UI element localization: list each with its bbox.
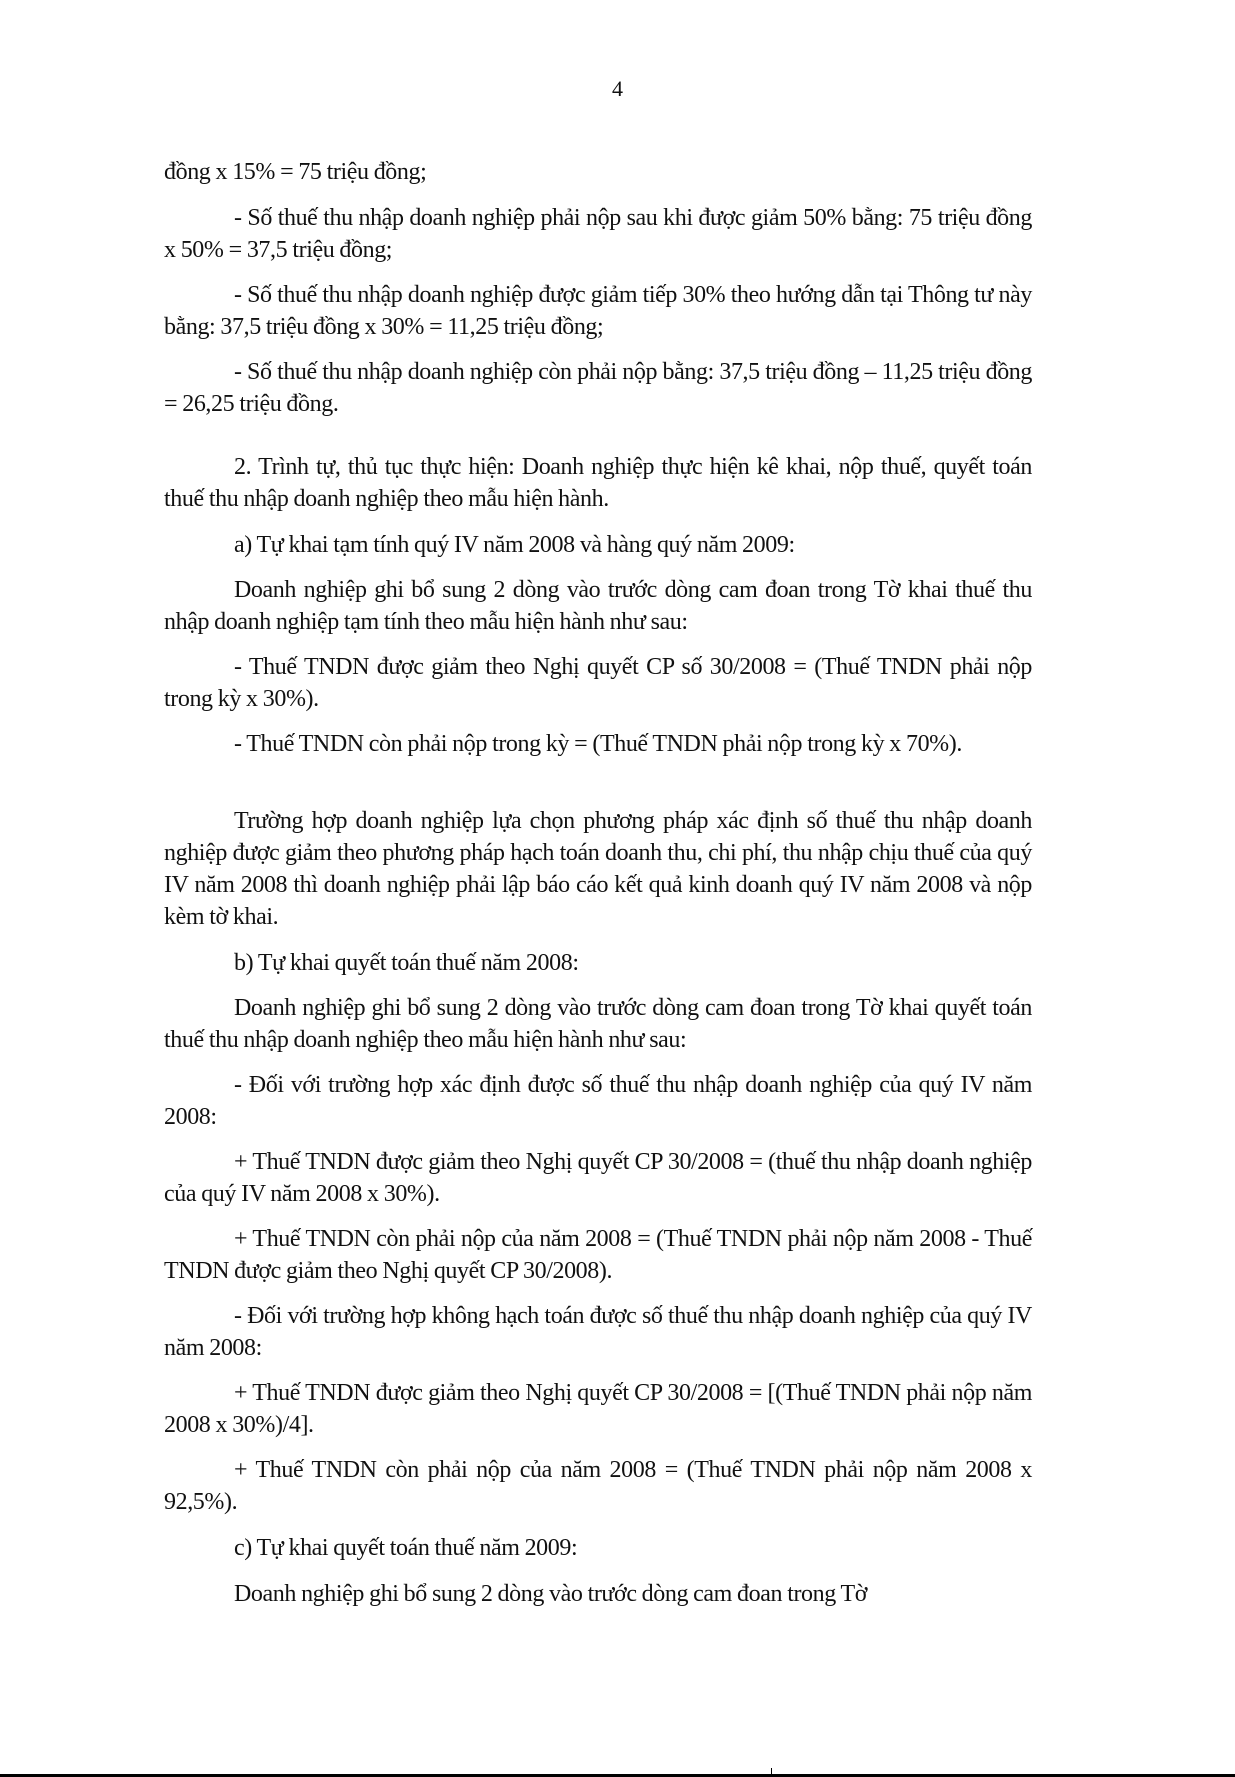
paragraph: 2. Trình tự, thủ tục thực hiện: Doanh nghiệp thực hiện kê khai, nộp thuế, quyết toán thuế thu nhập doanh nghiệp theo mẫu hiện hành. (164, 454, 1032, 512)
paragraph: + Thuế TNDN còn phải nộp của năm 2008 = (Thuế TNDN phải nộp năm 2008 - Thuế TNDN được giảm theo Nghị quyết CP 30/2008). (164, 1226, 1032, 1284)
paragraph: - Thuế TNDN được giảm theo Nghị quyết CP số 30/2008 = (Thuế TNDN phải nộp trong kỳ x 30%). (164, 654, 1032, 712)
paragraph: Doanh nghiệp ghi bổ sung 2 dòng vào trước dòng cam đoan trong Tờ khai quyết toán thuế thu nhập doanh nghiệp theo mẫu hiện hành như sau: (164, 995, 1032, 1053)
paragraph: - Thuế TNDN còn phải nộp trong kỳ = (Thuế TNDN phải nộp trong kỳ x 70%). (234, 731, 962, 757)
paragraph: Doanh nghiệp ghi bổ sung 2 dòng vào trước dòng cam đoan trong Tờ (234, 1581, 868, 1607)
paragraph: + Thuế TNDN được giảm theo Nghị quyết CP 30/2008 = (thuế thu nhập doanh nghiệp của quý IV năm 2008 x 30%). (164, 1149, 1032, 1207)
paragraph: Doanh nghiệp ghi bổ sung 2 dòng vào trước dòng cam đoan trong Tờ khai thuế thu nhập doanh nghiệp tạm tính theo mẫu hiện hành như sau: (164, 577, 1032, 635)
paragraph: + Thuế TNDN được giảm theo Nghị quyết CP 30/2008 = [(Thuế TNDN phải nộp năm 2008 x 30%)/4]. (164, 1380, 1032, 1438)
page-bottom-tick (771, 1768, 772, 1774)
paragraph: đồng x 15% = 75 triệu đồng; (164, 159, 427, 185)
paragraph: b) Tự khai quyết toán thuế năm 2008: (234, 950, 579, 976)
paragraph: - Số thuế thu nhập doanh nghiệp phải nộp sau khi được giảm 50% bằng: 75 triệu đồng x 50% = 37,5 triệu đồng; (164, 205, 1032, 263)
paragraph: - Đối với trường hợp xác định được số thuế thu nhập doanh nghiệp của quý IV năm 2008: (164, 1072, 1032, 1130)
paragraph: Trường hợp doanh nghiệp lựa chọn phương pháp xác định số thuế thu nhập doanh nghiệp được giảm theo phương pháp hạch toán doanh thu, chi phí, thu nhập chịu thuế của quý IV năm 2008 thì doanh nghiệp phải lập báo cáo kết quả kinh doanh quý IV năm 2008 và nộp kèm tờ khai. (164, 808, 1032, 930)
page-number: 4 (612, 76, 623, 101)
paragraph: c) Tự khai quyết toán thuế năm 2009: (234, 1535, 578, 1561)
paragraph: + Thuế TNDN còn phải nộp của năm 2008 = (Thuế TNDN phải nộp năm 2008 x 92,5%). (164, 1457, 1032, 1515)
paragraph: - Số thuế thu nhập doanh nghiệp được giảm tiếp 30% theo hướng dẫn tại Thông tư này bằng: 37,5 triệu đồng x 30% = 11,25 triệu đồng; (164, 282, 1032, 340)
paragraph: - Số thuế thu nhập doanh nghiệp còn phải nộp bằng: 37,5 triệu đồng – 11,25 triệu đồng = 26,25 triệu đồng. (164, 359, 1032, 417)
paragraph: - Đối với trường hợp không hạch toán được số thuế thu nhập doanh nghiệp của quý IV năm 2008: (164, 1303, 1032, 1361)
paragraph: a) Tự khai tạm tính quý IV năm 2008 và hàng quý năm 2009: (234, 532, 795, 558)
